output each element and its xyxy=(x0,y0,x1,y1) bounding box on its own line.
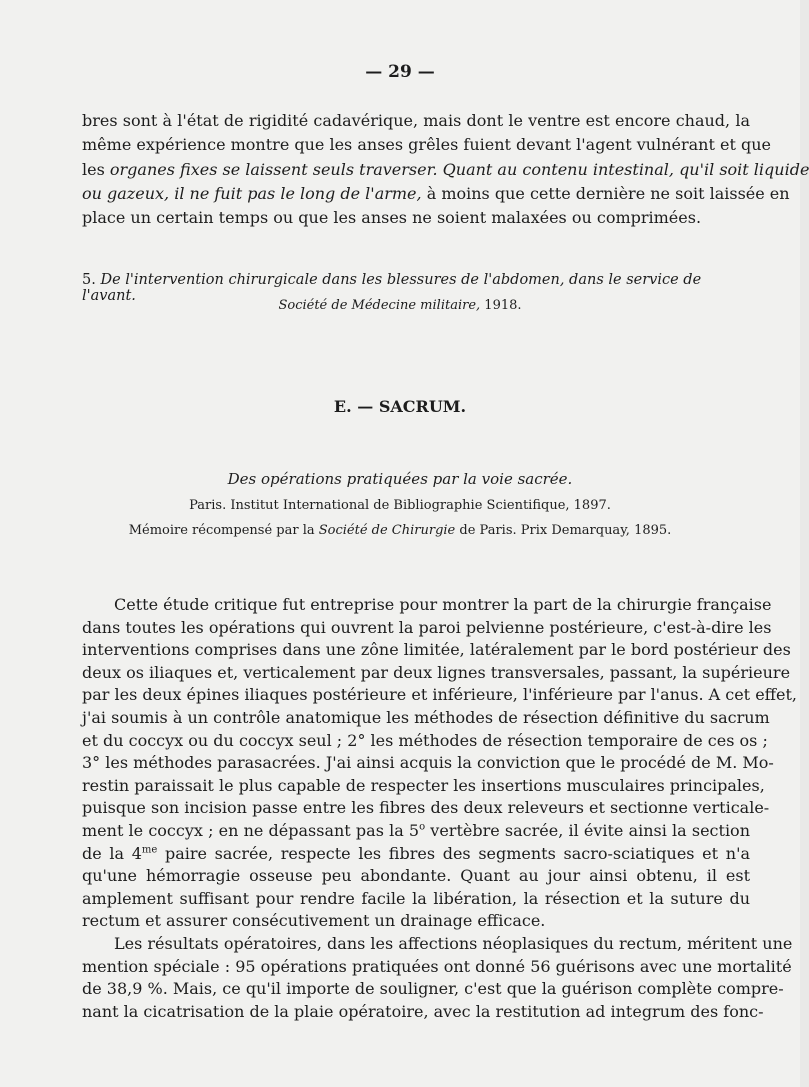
work-title: Des opérations pratiquées par la voie sacrée. xyxy=(227,470,573,488)
section-title: E. — SACRUM. xyxy=(333,397,467,416)
body-line-12 xyxy=(82,843,750,866)
body-line-15: rectum et assurer consécutivement un drainage efficace. xyxy=(82,911,546,931)
work-publisher: Paris. Institut International de Bibliographie Scientifique, 1897. xyxy=(189,498,611,513)
body-line-18: de 38,9 %. Mais, ce qu'il importe de souligner, c'est que la guérison complète compre- xyxy=(82,979,784,999)
body-line-16: Les résultats opératoires, dans les affections néoplasiques du rectum, méritent une xyxy=(114,933,793,953)
body-line-12-sup: me xyxy=(141,844,158,856)
body-line-11-b: vertèbre sacrée, il évite ainsi la section xyxy=(425,820,750,840)
body-line-11-a: ment le coccyx ; en ne dépassant pas la 5 xyxy=(82,820,420,840)
body-line-19: nant la cicatrisation de la plaie opératoire, avec la restitution ad integrum des fonc- xyxy=(82,1001,764,1021)
body-line-11 xyxy=(82,820,750,843)
body-line-3: interventions comprises dans une zône limitée, latéralement par le bord postérieur des xyxy=(82,640,791,660)
body-line-17: mention spéciale : 95 opérations pratiquées ont donné 56 guérisons avec une mortalité xyxy=(82,956,792,976)
top-line-4-italic: ou gazeux, il ne fuit pas le long de l'arme, xyxy=(82,183,422,203)
body-line-7: et du coccyx ou du coccyx seul ; 2° les méthodes de résection temporaire de ces os ; xyxy=(82,730,768,750)
top-line-3-italic: organes fixes se laissent seuls traverser. Quant au contenu intestinal, qu'il soit liquide xyxy=(109,159,809,179)
body-line-12-a: de la 4 xyxy=(82,843,142,863)
item-5-source-society: Société de Médecine militaire, xyxy=(278,298,481,313)
body-line-14: amplement suffisant pour rendre facile la libération, la résection et la suture du xyxy=(82,888,750,908)
body-line-11-sup: o xyxy=(419,821,426,833)
item-5-source-year: 1918. xyxy=(480,298,522,313)
top-line-1: bres sont à l'état de rigidité cadavérique, mais dont le ventre est encore chaud, la xyxy=(82,111,750,130)
top-line-3 xyxy=(82,158,809,182)
body-line-5: par les deux épines iliaques postérieure et inférieure, l'inférieure par l'anus. A cet effet, xyxy=(82,685,798,705)
item-5-source xyxy=(0,298,800,313)
top-line-4 xyxy=(82,182,790,206)
body-line-1: Cette étude critique fut entreprise pour montrer la part de la chirurgie française xyxy=(114,595,772,614)
award-pre: Mémoire récompensé par la xyxy=(128,523,319,538)
body-line-4: deux os iliaques et, verticalement par deux lignes transversales, passant, la supérieure xyxy=(82,662,791,682)
award-post: de Paris. Prix Demarquay, 1895. xyxy=(455,523,672,538)
top-line-3-plain: les xyxy=(82,159,110,179)
page-number: — 29 — xyxy=(365,62,435,82)
top-line-4-plain: à moins que cette dernière ne soit laissée en xyxy=(421,183,790,203)
award-society: Société de Chirurgie xyxy=(318,523,456,538)
body-line-13: qu'une hémorragie osseuse peu abondante. Quant au jour ainsi obtenu, il est xyxy=(82,866,750,886)
item-5-title: De l'intervention chirurgicale dans les blessures de l'abdomen, dans le service de l'avant. xyxy=(82,272,702,304)
body-line-2: dans toutes les opérations qui ouvrent la paroi pelvienne postérieure, c'est-à-dire les xyxy=(82,617,772,637)
work-award xyxy=(0,523,800,538)
top-paragraph xyxy=(82,109,809,230)
body-text xyxy=(82,594,798,1023)
top-line-2: même expérience montre que les anses grêles fuient devant l'agent vulnérant et que xyxy=(82,135,771,155)
body-line-6: j'ai soumis à un contrôle anatomique les méthodes de résection définitive du sacrum xyxy=(82,707,770,727)
body-line-12-b: paire sacrée, respecte les fibres des segments sacro-sciatiques et n'a xyxy=(157,843,751,863)
top-line-5: place un certain temps ou que les anses ne soient malaxées ou comprimées. xyxy=(82,208,702,228)
body-line-9: restin paraissait le plus capable de respecter les insertions musculaires principales, xyxy=(82,775,765,795)
item-5-number: 5. xyxy=(82,272,96,288)
body-line-10: puisque son incision passe entre les fibres des deux releveurs et sectionne verticale- xyxy=(82,798,770,818)
body-line-8: 3° les méthodes parasacrées. J'ai ainsi acquis la conviction que le procédé de M. Mo- xyxy=(82,753,774,773)
